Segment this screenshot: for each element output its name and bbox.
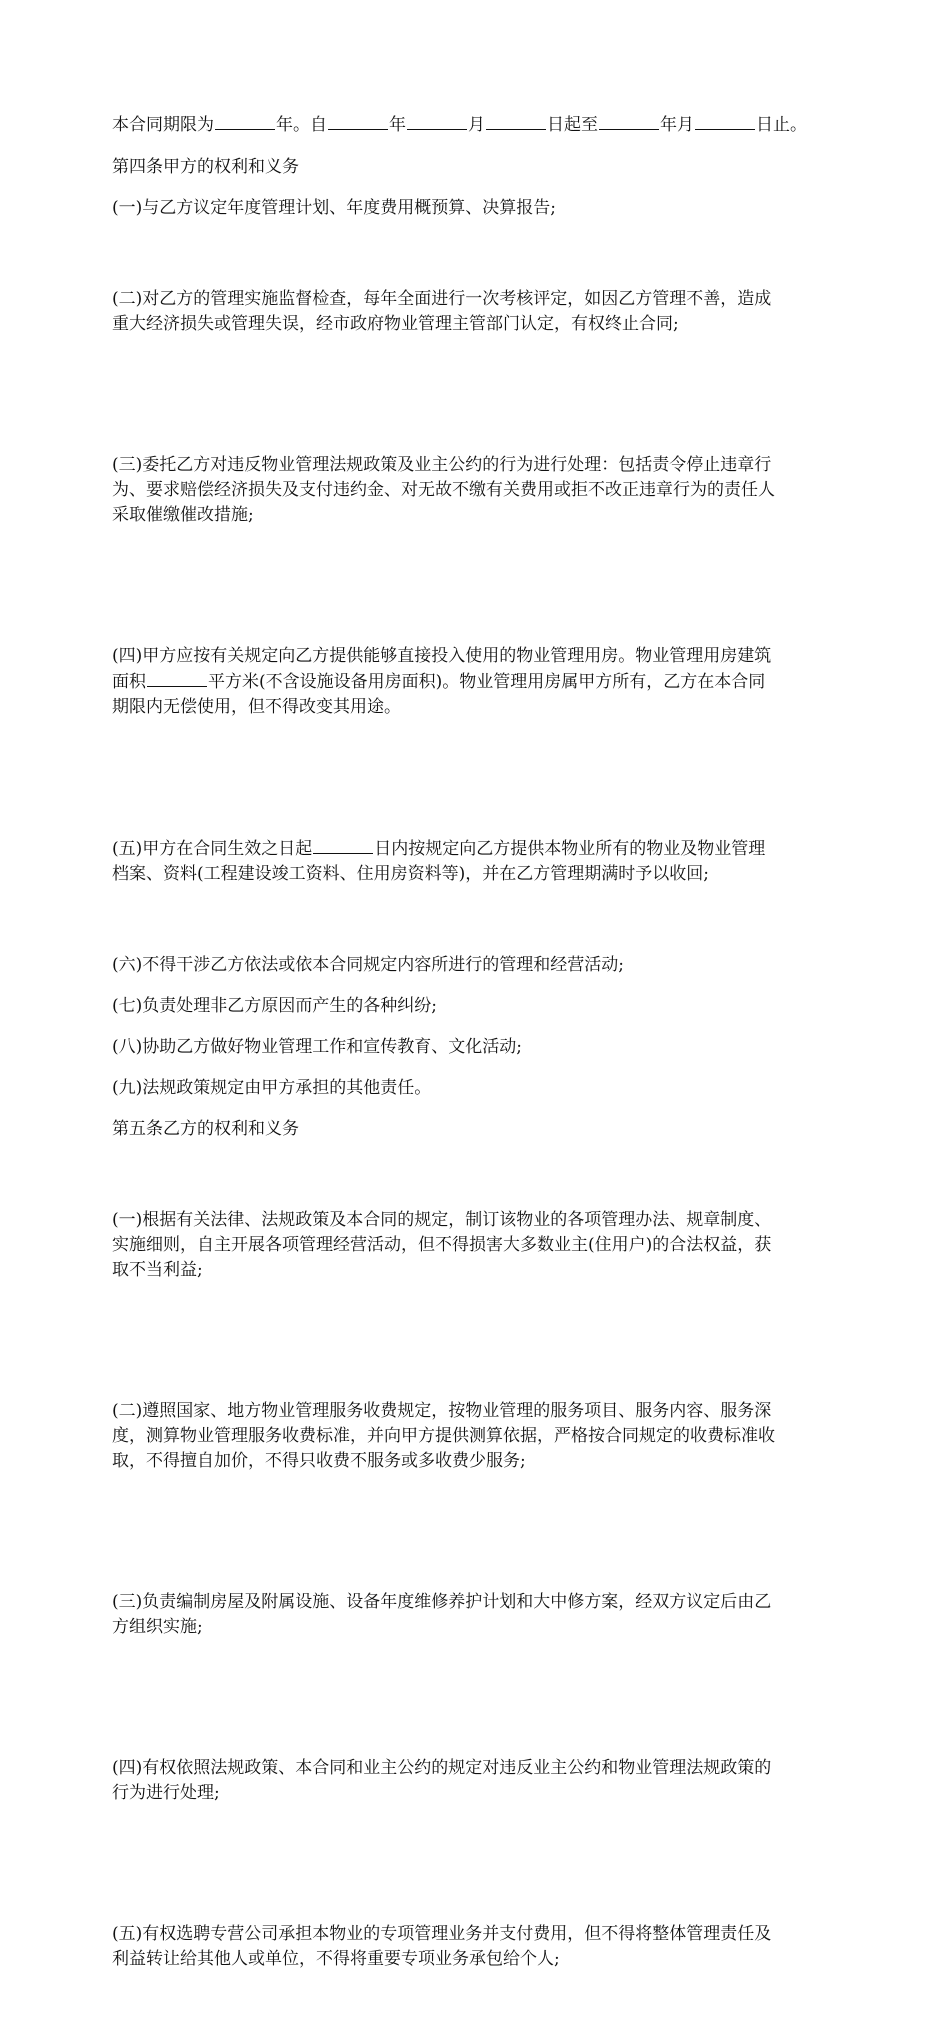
term-text: 年。自 (276, 115, 327, 135)
blank-days (313, 836, 373, 854)
article-5-item-4: (四)有权依照法规政策、本合同和业主公约的规定对违反业主公约和物业管理法规政策的 行为进行处理; (112, 1758, 772, 1803)
article-5-title: 第五条乙方的权利和义务 (112, 1119, 299, 1139)
blank-years (215, 112, 275, 130)
document-page (112, 112, 847, 2038)
blank-end-day (695, 112, 755, 130)
term-text: 月 (468, 115, 485, 135)
article-4-item-8: (八)协助乙方做好物业管理工作和宣传教育、文化活动; (112, 1037, 522, 1057)
contract-term-paragraph (112, 112, 847, 138)
term-text: 年 (389, 115, 406, 135)
article-4-item-9: (九)法规政策规定由甲方承担的其他责任。 (112, 1078, 432, 1098)
term-text: 本合同期限为 (112, 115, 214, 135)
article-5-item-1: (一)根据有关法律、法规政策及本合同的规定，制订该物业的各项管理办法、规章制度、 实施细则，自主开展各项管理经营活动，但不得损害大多数业主(住用户)的合法权益，获 取不当利益; (112, 1210, 772, 1280)
article-4-item-6: (六)不得干涉乙方依法或依本合同规定内容所进行的管理和经营活动; (112, 955, 624, 975)
article-4-item-1: (一)与乙方议定年度管理计划、年度费用概预算、决算报告; (112, 198, 556, 218)
blank-area (147, 669, 207, 687)
article-5-item-5: (五)有权选聘专营公司承担本物业的专项管理业务并支付费用，但不得将整体管理责任及 利益转让给其他人或单位，不得将重要专项业务承包给个人; (112, 1924, 772, 1969)
blank-end-year (599, 112, 659, 130)
article-4-item-3: (三)委托乙方对违反物业管理法规政策及业主公约的行为进行处理：包括责令停止违章行 为、要求赔偿经济损失及支付违约金、对无故不缴有关费用或拒不改正违章行为的责任人 采取催缴催改措施; (112, 455, 775, 525)
article-4-item-2: (二)对乙方的管理实施监督检查，每年全面进行一次考核评定，如因乙方管理不善，造成 重大经济损失或管理失误，经市政府物业管理主管部门认定，有权终止合同; (112, 289, 772, 334)
article-5-item-3: (三)负责编制房屋及附属设施、设备年度维修养护计划和大中修方案，经双方议定后由乙 方组织实施; (112, 1592, 772, 1637)
term-text: 日起至 (547, 115, 598, 135)
term-text: 年月 (660, 115, 694, 135)
article-4-item-4: (四)甲方应按有关规定向乙方提供能够直接投入使用的物业管理用房。物业管理用房建筑 面积 平方米(不含设施设备用房面积)。物业管理用房属甲方所有，乙方在本合同 期限内无偿使用，但不得改变其用途。 (112, 646, 772, 717)
article-5-item-2: (二)遵照国家、地方物业管理服务收费规定，按物业管理的服务项目、服务内容、服务深 度，测算物业管理服务收费标准，并向甲方提供测算依据，严格按合同规定的收费标准收 取，不得擅自加价，不得只收费不服务或多收费少服务; (112, 1401, 775, 1471)
term-text: 日止。 (756, 115, 807, 135)
article-4-item-5: (五)甲方在合同生效之日起 日内按规定向乙方提供本物业所有的物业及物业管理 档案、资料(工程建设竣工资料、住用房资料等)，并在乙方管理期满时予以收回; (112, 786, 847, 937)
blank-start-year (328, 112, 388, 130)
blank-start-day (486, 112, 546, 130)
blank-start-month (407, 112, 467, 130)
article-4-title: 第四条甲方的权利和义务 (112, 157, 299, 177)
article-4-item-7: (七)负责处理非乙方原因而产生的各种纠纷; (112, 996, 437, 1016)
